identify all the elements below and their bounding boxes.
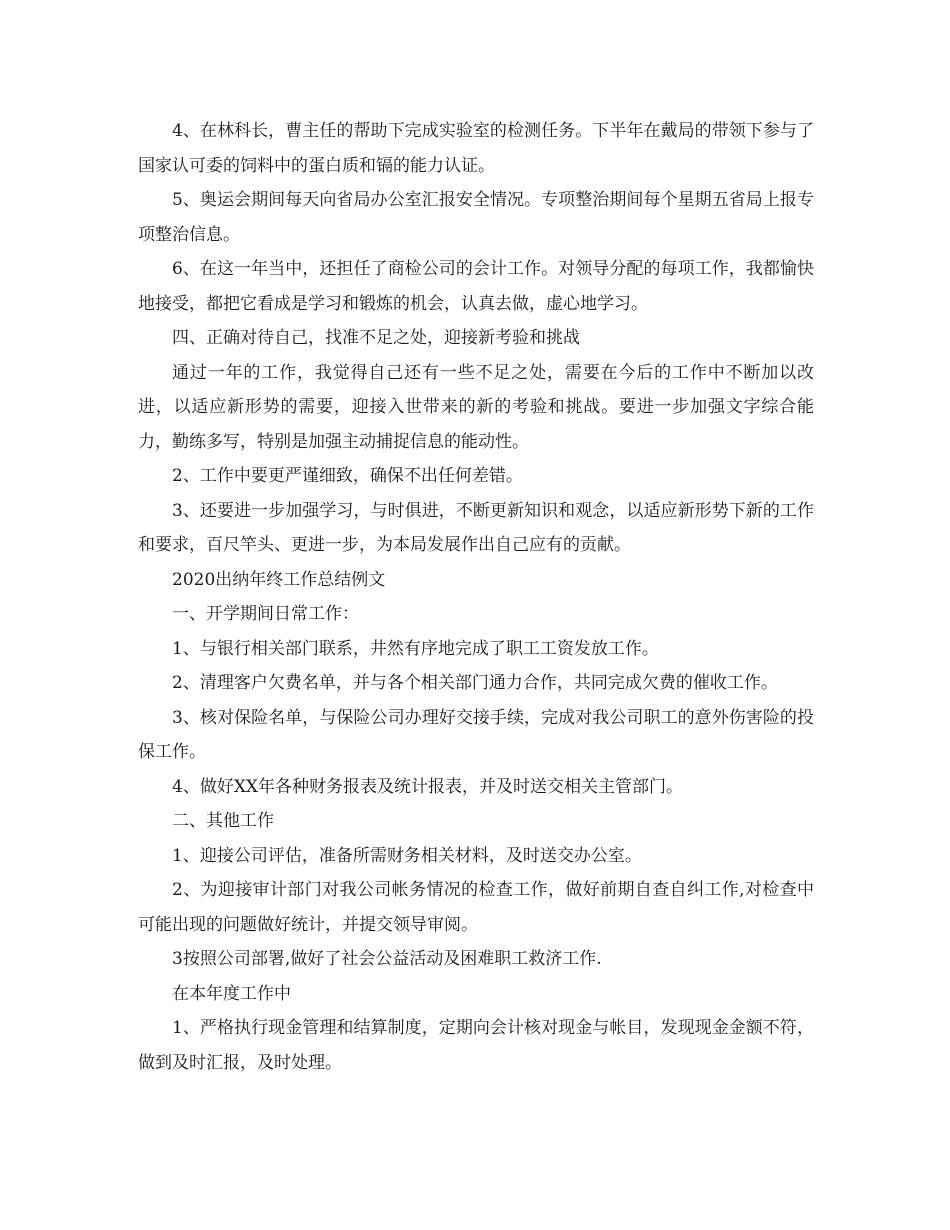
paragraph-15: 1、迎接公司评估，准备所需财务相关材料，及时送交办公室。 [172, 845, 642, 866]
article-title: 2020出纳年终工作总结例文 [172, 569, 386, 590]
paragraph-5: 通过一年的工作，我觉得自己还有一些不足之处，需要在今后的工作中不断加以改进，以适应新形势的需要，迎接入世带来的新的考验和挑战。要进一步加强文字综合能力，勤练多写，特别是加强主动捕捉信息的能动性。 [138, 362, 814, 452]
section-heading-4: 四、正确对待自己，找准不足之处，迎接新考验和挑战 [172, 328, 580, 348]
paragraph-13: 4、做好XX年各种财务报表及统计报表，并及时送交相关主管部门。 [172, 776, 684, 797]
paragraph-11: 2、清理客户欠费名单，并与各个相关部门通力合作，共同完成欠费的催收工作。 [172, 673, 778, 693]
document-body [138, 114, 814, 1080]
paragraph-3: 6、在这一年当中，还担任了商检公司的会计工作。对领导分配的每项工作，我都愉快地接受，都把它看成是学习和锻炼的机会，认真去做，虚心地学习。 [138, 259, 814, 314]
paragraph-1: 4、在林科长，曹主任的帮助下完成实验室的检测任务。下半年在戴局的带领下参与了国家认可委的饲料中的蛋白质和镉的能力认证。 [138, 121, 814, 176]
paragraph-17: 3按照公司部署,做好了社会公益活动及困难职工救济工作. [172, 949, 602, 969]
paragraph-2: 5、奥运会期间每天向省局办公室汇报安全情况。专项整治期间每个星期五省局上报专项整治信息。 [138, 190, 814, 245]
paragraph-10: 1、与银行相关部门联系，井然有序地完成了职工工资发放工作。 [172, 638, 659, 659]
section-heading-2: 二、其他工作 [172, 811, 274, 831]
paragraph-16: 2、为迎接审计部门对我公司帐务情况的检查工作，做好前期自查自纠工作,对检查中可能出现的问题做好统计，并提交领导审阅。 [138, 880, 814, 935]
paragraph-12: 3、核对保险名单，与保险公司办理好交接手续，完成对我公司职工的意外伤害险的投保工作。 [138, 707, 814, 762]
paragraph-7: 3、还要进一步加强学习，与时俱进，不断更新知识和观念，以适应新形势下新的工作和要求，百尺竿头、更进一步，为本局发展作出自己应有的贡献。 [138, 500, 814, 555]
section-heading-1: 一、开学期间日常工作： [172, 604, 359, 624]
paragraph-6: 2、工作中要更严谨细致，确保不出任何差错。 [172, 466, 523, 486]
paragraph-19: 1、严格执行现金管理和结算制度，定期向会计核对现金与帐目，发现现金金额不符，做到及时汇报，及时处理。 [138, 1018, 814, 1073]
paragraph-18: 在本年度工作中 [172, 983, 291, 1004]
